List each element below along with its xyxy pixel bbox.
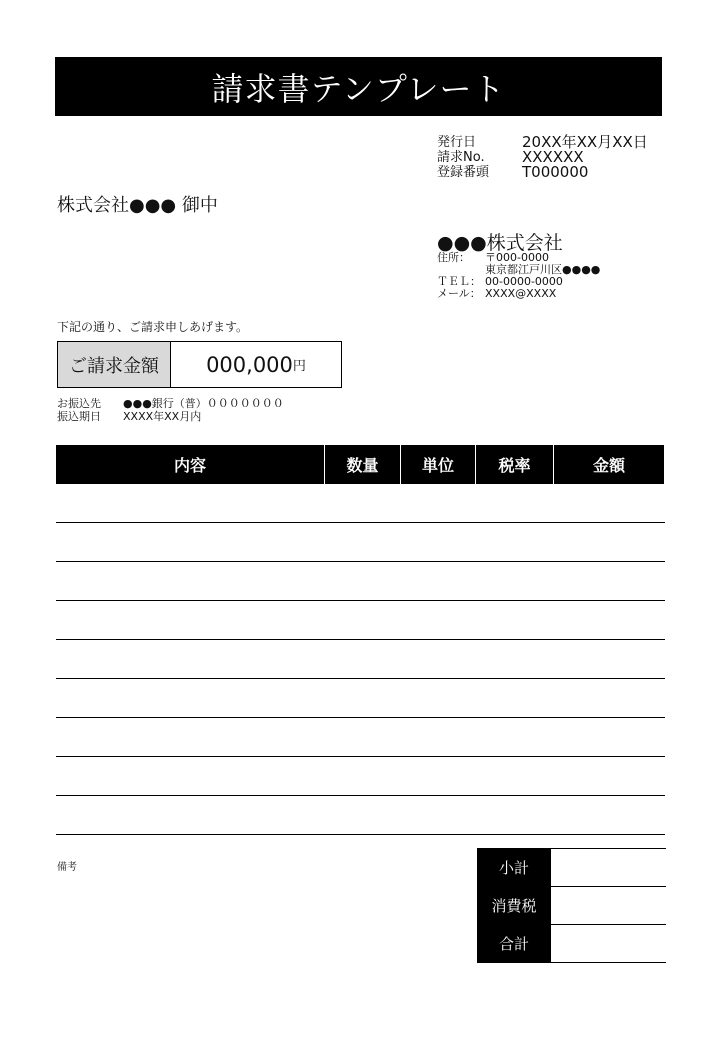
issuer-company: ●●●株式会社 <box>437 232 563 254</box>
mail-row <box>437 288 600 300</box>
bank-info <box>57 397 284 423</box>
amount-unit: 円 <box>292 359 306 374</box>
total-value <box>551 925 666 962</box>
mail-label: メール： <box>437 287 481 300</box>
bank-key: 振込期日 <box>57 410 101 423</box>
mail-value: XXXX@XXXX <box>485 287 557 300</box>
header-unit: 単位 <box>401 445 476 484</box>
tax-value <box>551 887 666 924</box>
table-row <box>56 757 665 796</box>
bank-key: お振込先 <box>57 397 101 410</box>
meta-key: 発行日 <box>437 135 477 150</box>
meta-row-registration <box>437 165 648 180</box>
totals-table <box>477 848 666 963</box>
address-label: 住所： <box>437 251 470 264</box>
table-row <box>56 679 665 718</box>
meta-key: 登録番頭 <box>437 165 490 180</box>
tel-value: 00-0000-0000 <box>485 275 563 288</box>
table-row <box>56 796 665 835</box>
subtotal-label: 小計 <box>477 849 551 886</box>
total-row <box>477 924 666 963</box>
table-row <box>56 640 665 679</box>
total-label: 合計 <box>477 925 551 962</box>
amount-label: ご請求金額 <box>58 342 171 387</box>
amount-box <box>57 341 342 388</box>
remarks-label: 備考 <box>57 862 77 873</box>
recipient-name: 株式会社●●● 御中 <box>57 195 218 216</box>
tax-label: 消費税 <box>477 887 551 924</box>
amount-value-wrap <box>171 342 341 387</box>
items-table-header <box>56 445 664 484</box>
meta-value: T000000 <box>522 163 589 181</box>
tel-label: ＴＥＬ： <box>437 275 481 288</box>
tax-row <box>477 886 666 924</box>
invoice-meta <box>437 135 648 180</box>
header-description: 内容 <box>56 445 325 484</box>
bank-value: XXXX年XX月内 <box>123 410 202 423</box>
header-amount: 金額 <box>592 456 625 475</box>
intro-text: 下記の通り、ご請求申しあげます。 <box>57 320 249 334</box>
document-title: 請求書テンプレート <box>55 57 662 116</box>
items-table-body <box>56 484 665 835</box>
bank-row-deadline <box>57 410 284 423</box>
postal-code: 〒000-0000 <box>485 251 549 264</box>
bank-row-transfer <box>57 397 284 410</box>
subtotal-row <box>477 848 666 886</box>
meta-value: 20XX年XX月XX日 <box>522 133 648 151</box>
table-row <box>56 718 665 757</box>
table-row <box>56 601 665 640</box>
subtotal-value <box>551 849 666 886</box>
table-row <box>56 523 665 562</box>
meta-value: XXXXXX <box>522 148 584 166</box>
amount-value: 000,000 <box>206 352 293 377</box>
header-quantity: 数量 <box>325 445 401 484</box>
table-row <box>56 484 665 523</box>
address-text: 東京都江戸川区●●●● <box>485 263 601 276</box>
meta-key: 請求No. <box>437 150 485 165</box>
issuer-address-block <box>437 252 600 300</box>
bank-value: ●●●銀行（普）０００００００ <box>123 397 284 410</box>
table-row <box>56 562 665 601</box>
header-tax-rate: 税率 <box>476 445 554 484</box>
